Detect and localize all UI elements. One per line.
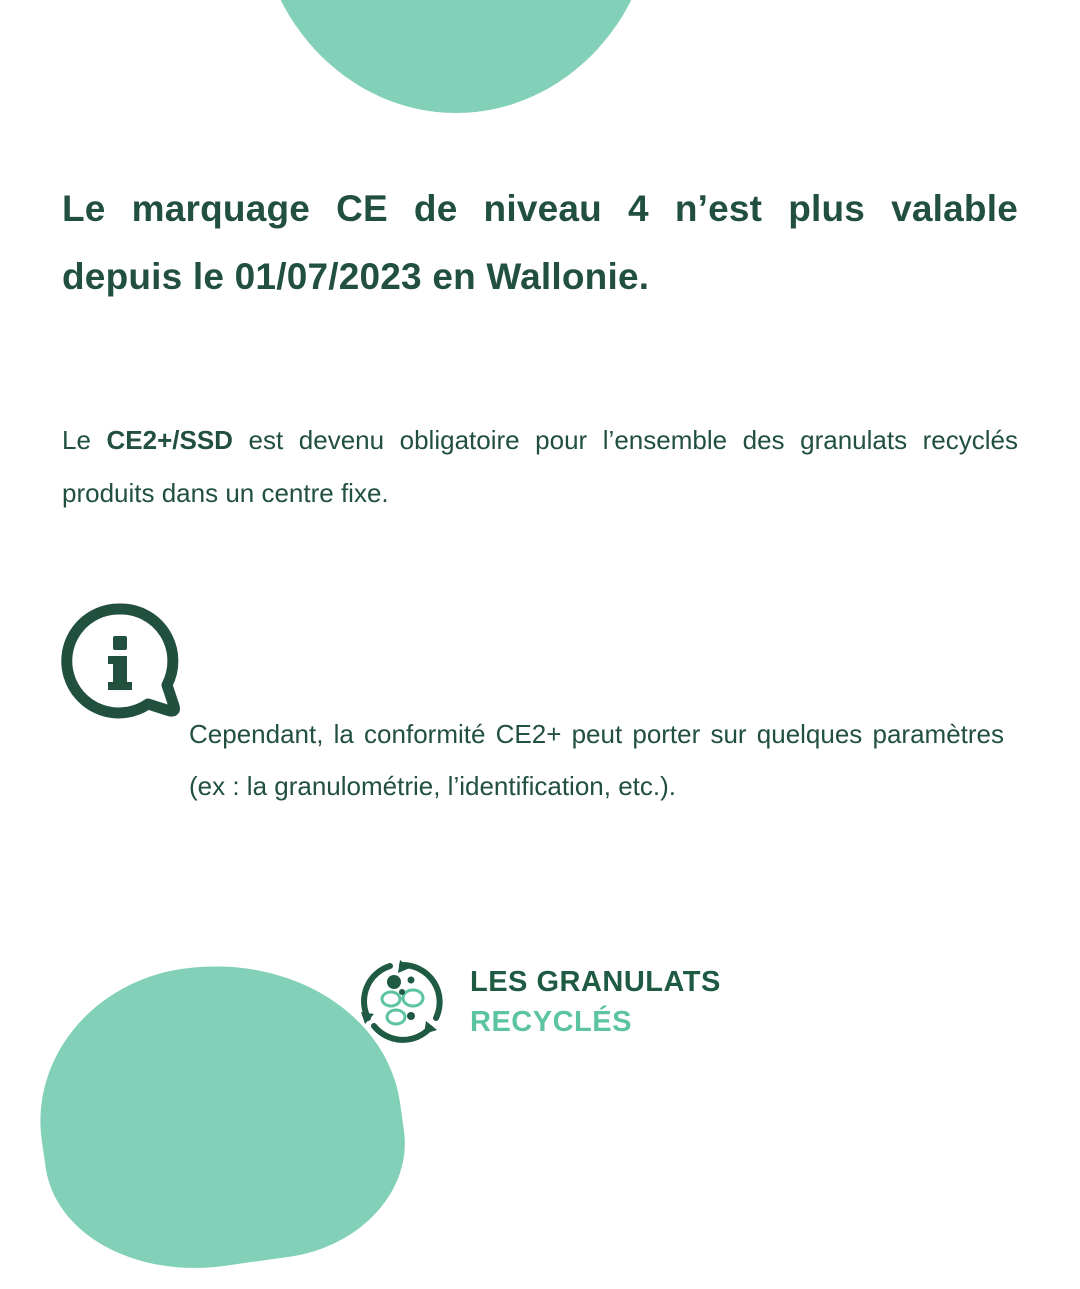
paragraph-prefix: Le: [62, 425, 107, 455]
note-text: Cependant, la conformité CE2+ peut porter sur quelques paramètres (ex : la granulométrie, l’identification, etc.).: [189, 719, 1004, 801]
info-speech-bubble-icon: [58, 600, 182, 724]
paragraph-emphasis: CE2+/SSD: [106, 425, 233, 455]
headline: Le marquage CE de niveau 4 n’est plus valable depuis le 01/07/2023 en Wallonie.: [62, 188, 1018, 297]
paragraph-suffix: est devenu obligatoire pour l’ensemble des granulats recyclés produits dans un centre fixe.: [62, 425, 1018, 508]
recycle-granulates-icon: [360, 960, 444, 1044]
decorative-blob-top: [256, 0, 656, 113]
logo-text-line1: LES GRANULATS: [470, 966, 721, 998]
brand-logo: [360, 960, 740, 1050]
main-paragraph: [62, 414, 1018, 520]
logo-text-line2: RECYCLÉS: [470, 1006, 632, 1038]
